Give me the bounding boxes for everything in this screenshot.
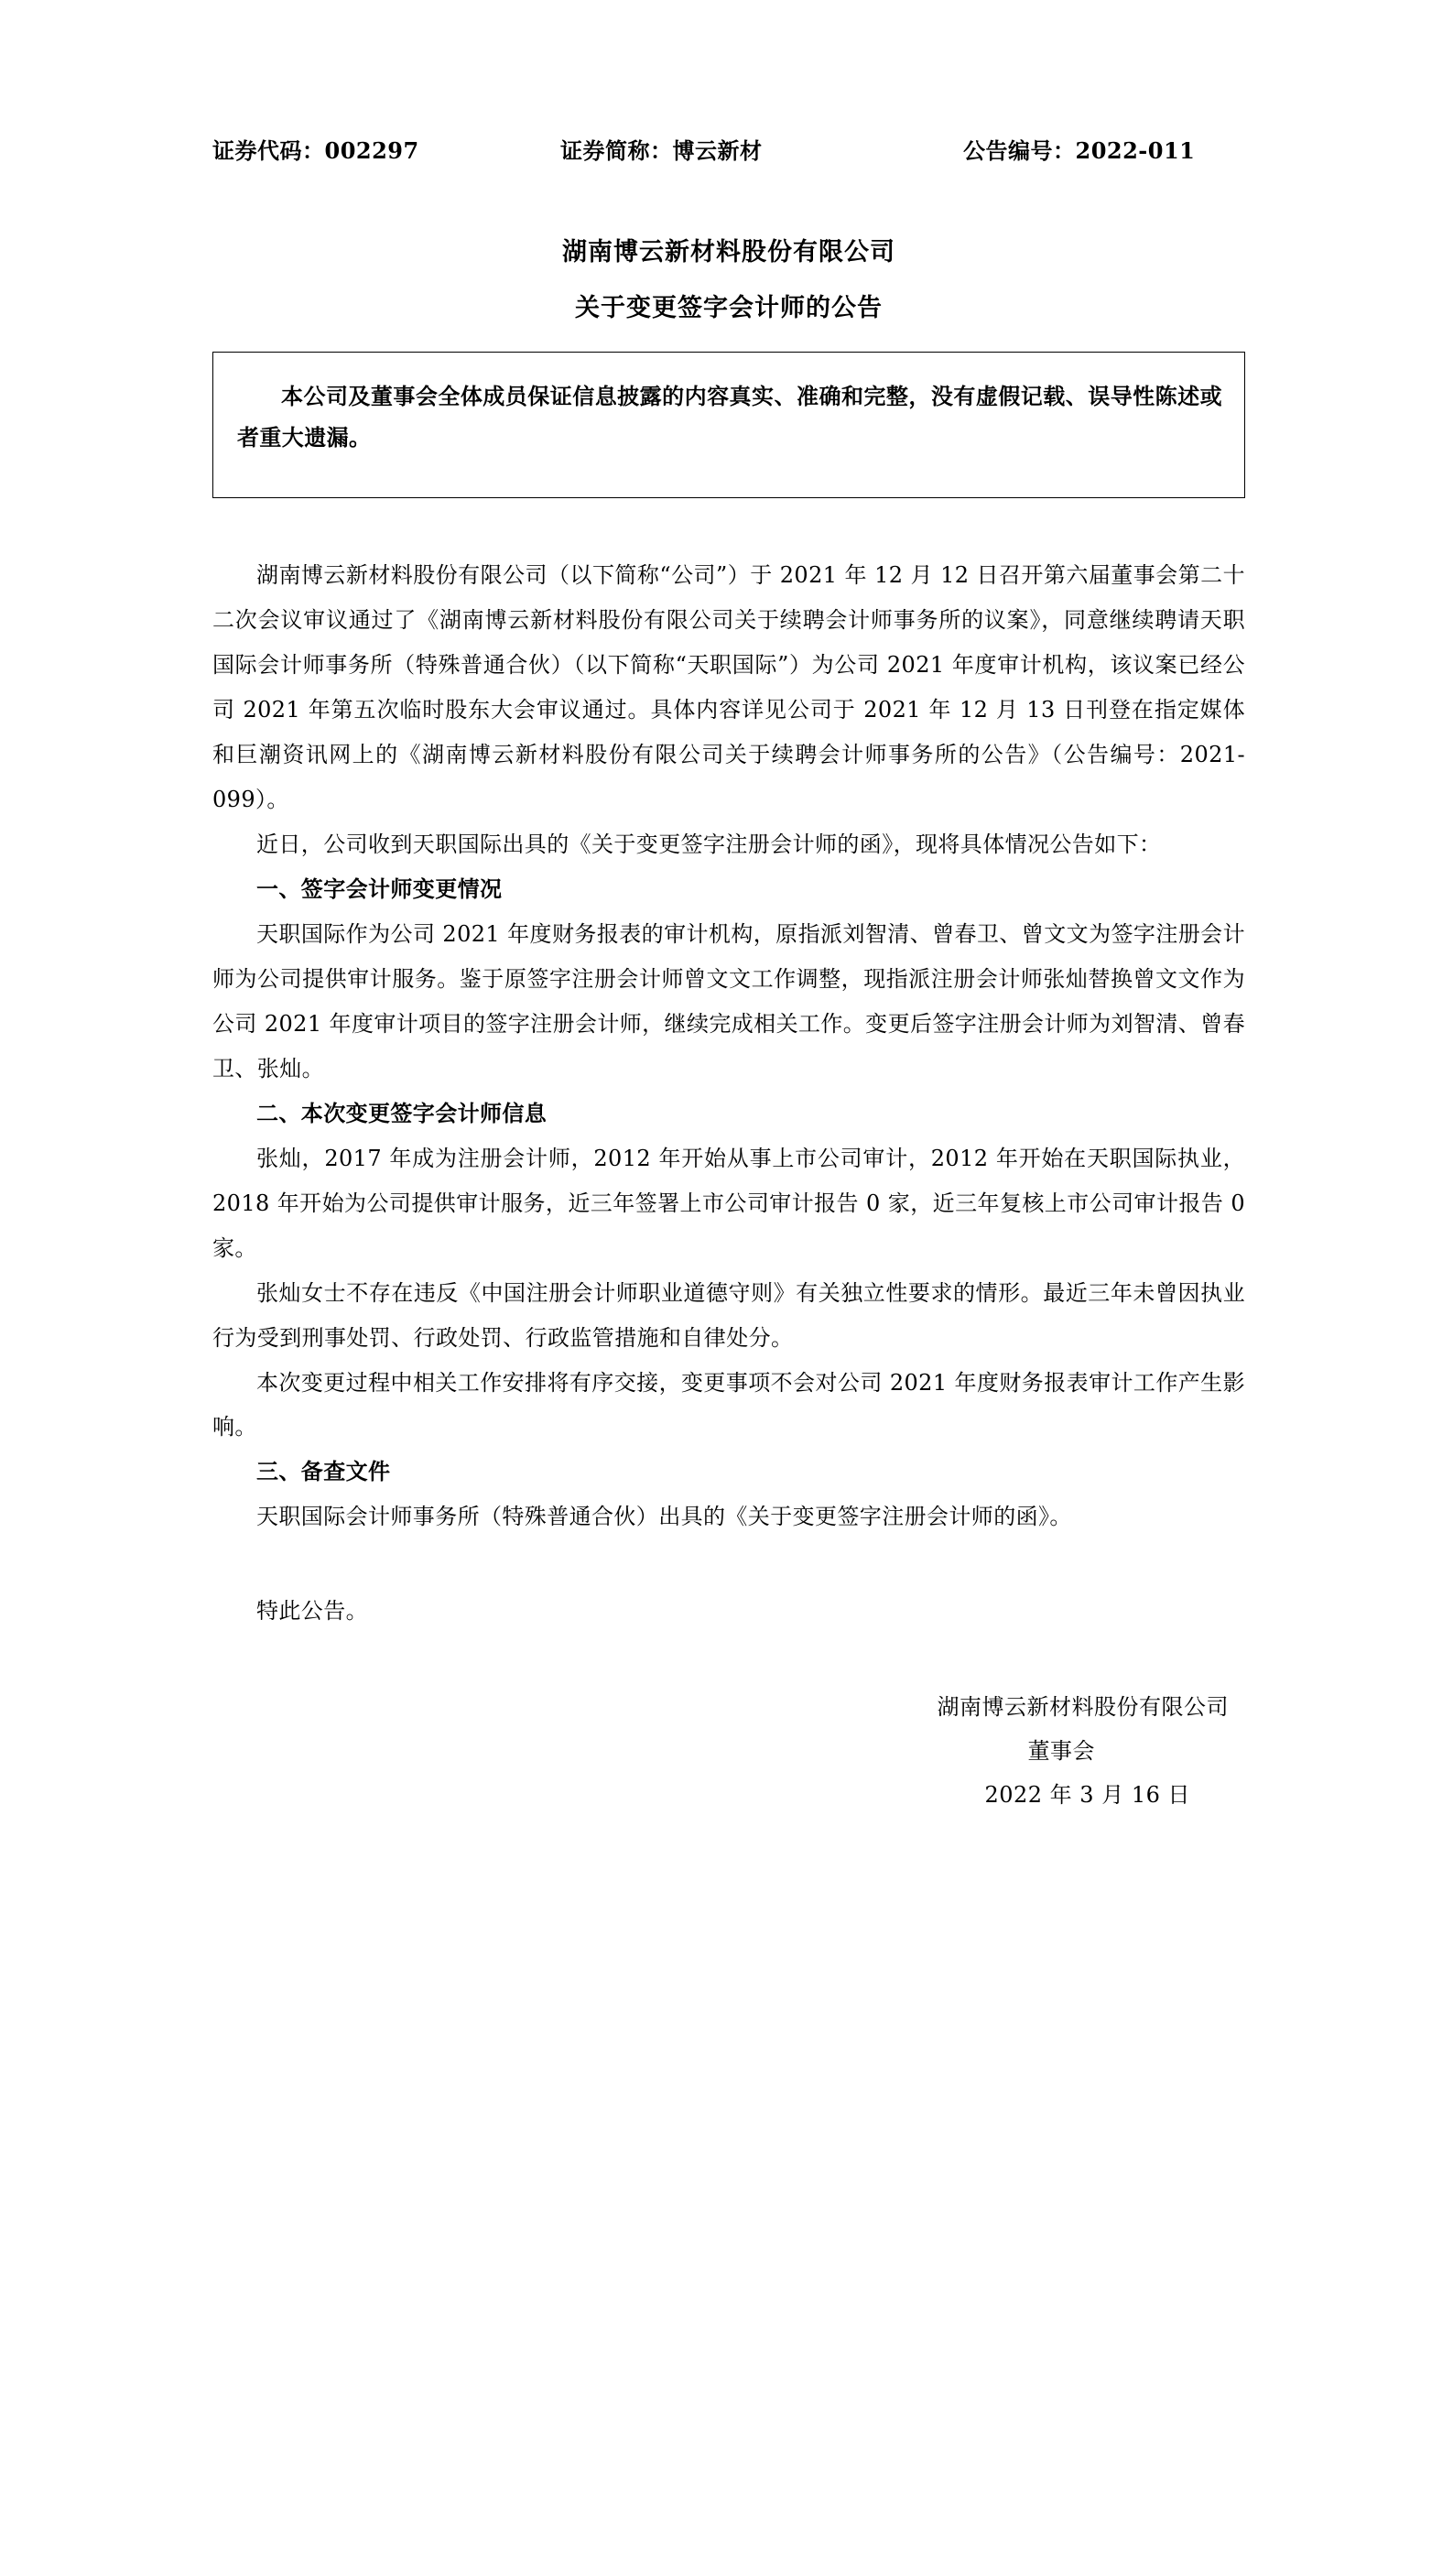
paragraph-intro-2: 近日，公司收到天职国际出具的《关于变更签字注册会计师的函》，现将具体情况公告如下：	[256, 831, 1162, 858]
signature-company: 湖南博云新材料股份有限公司	[937, 1694, 1229, 1721]
document-content	[212, 0, 1245, 1817]
signature-date: 2022 年 3 月 16 日	[984, 1782, 1190, 1809]
section-2-text-3: 本次变更过程中相关工作安排将有序交接，变更事项不会对公司 2021 年度财务报表审计工作产生影响。	[212, 1369, 1245, 1440]
security-abbreviation: 证券简称：博云新材	[560, 137, 763, 164]
section-2-text-2: 张灿女士不存在违反《中国注册会计师职业道德守则》有关独立性要求的情形。最近三年未曾因执业行为受到刑事处罚、行政处罚、行政监管措施和自律处分。	[212, 1279, 1245, 1351]
body-spacer	[212, 1539, 1245, 1589]
announcement-number: 公告编号：2022-011	[963, 137, 1196, 164]
signature-block	[212, 1685, 1245, 1817]
signature-board: 董事会	[1027, 1738, 1095, 1765]
section-3-heading: 三、备查文件	[256, 1458, 391, 1485]
section-1-heading: 一、签字会计师变更情况	[256, 875, 503, 903]
section-2-heading: 二、本次变更签字会计师信息	[256, 1099, 548, 1126]
document-header	[212, 133, 1245, 165]
document-body	[212, 553, 1245, 1634]
section-2-text-1: 张灿，2017 年成为注册会计师，2012 年开始从事上市公司审计，2012 年开始在天职国际执业，2018 年开始为公司提供审计服务，近三年签署上市公司审计报告 0 家，近三年复核上市公司审计报告 0 家。	[212, 1145, 1245, 1261]
title-block	[212, 233, 1245, 328]
disclaimer-box	[212, 352, 1245, 498]
disclaimer-text: 本公司及董事会全体成员保证信息披露的内容真实、准确和完整，没有虚假记载、误导性陈述或者重大遗漏。	[237, 383, 1222, 451]
page-title: 湖南博云新材料股份有限公司	[562, 238, 895, 266]
closing-text: 特此公告。	[256, 1598, 368, 1625]
section-3-text: 天职国际会计师事务所（特殊普通合伙）出具的《关于变更签字注册会计师的函》。	[256, 1504, 1072, 1530]
security-code: 证券代码：002297	[212, 137, 419, 164]
page-subtitle: 关于变更签字会计师的公告	[575, 294, 883, 323]
section-1-text: 天职国际作为公司 2021 年度财务报表的审计机构，原指派刘智清、曾春卫、曾文文为签字注册会计师为公司提供审计服务。鉴于原签字注册会计师曾文文工作调整，现指派注册会计师张灿替换曾文文作为公司 2021 年度审计项目的签字注册会计师，继续完成相关工作。变更后签字注册会计师为刘智清、曾春卫、张灿。	[212, 921, 1245, 1081]
paragraph-intro-1: 湖南博云新材料股份有限公司（以下简称“公司”）于 2021 年 12 月 12 日召开第六届董事会第二十二次会议审议通过了《湖南博云新材料股份有限公司关于续聘会计师事务所的议案》，同意继续聘请天职国际会计师事务所（特殊普通合伙）（以下简称“天职国际”）为公司 2021 年度审计机构，该议案已经公司 2021 年第五次临时股东大会审议通过。具体内容详见公司于 2021 年 12 月 13 日刊登在指定媒体和巨潮资讯网上的《湖南博云新材料股份有限公司关于续聘会计师事务所的公告》（公告编号：2021-099）。	[212, 562, 1245, 813]
